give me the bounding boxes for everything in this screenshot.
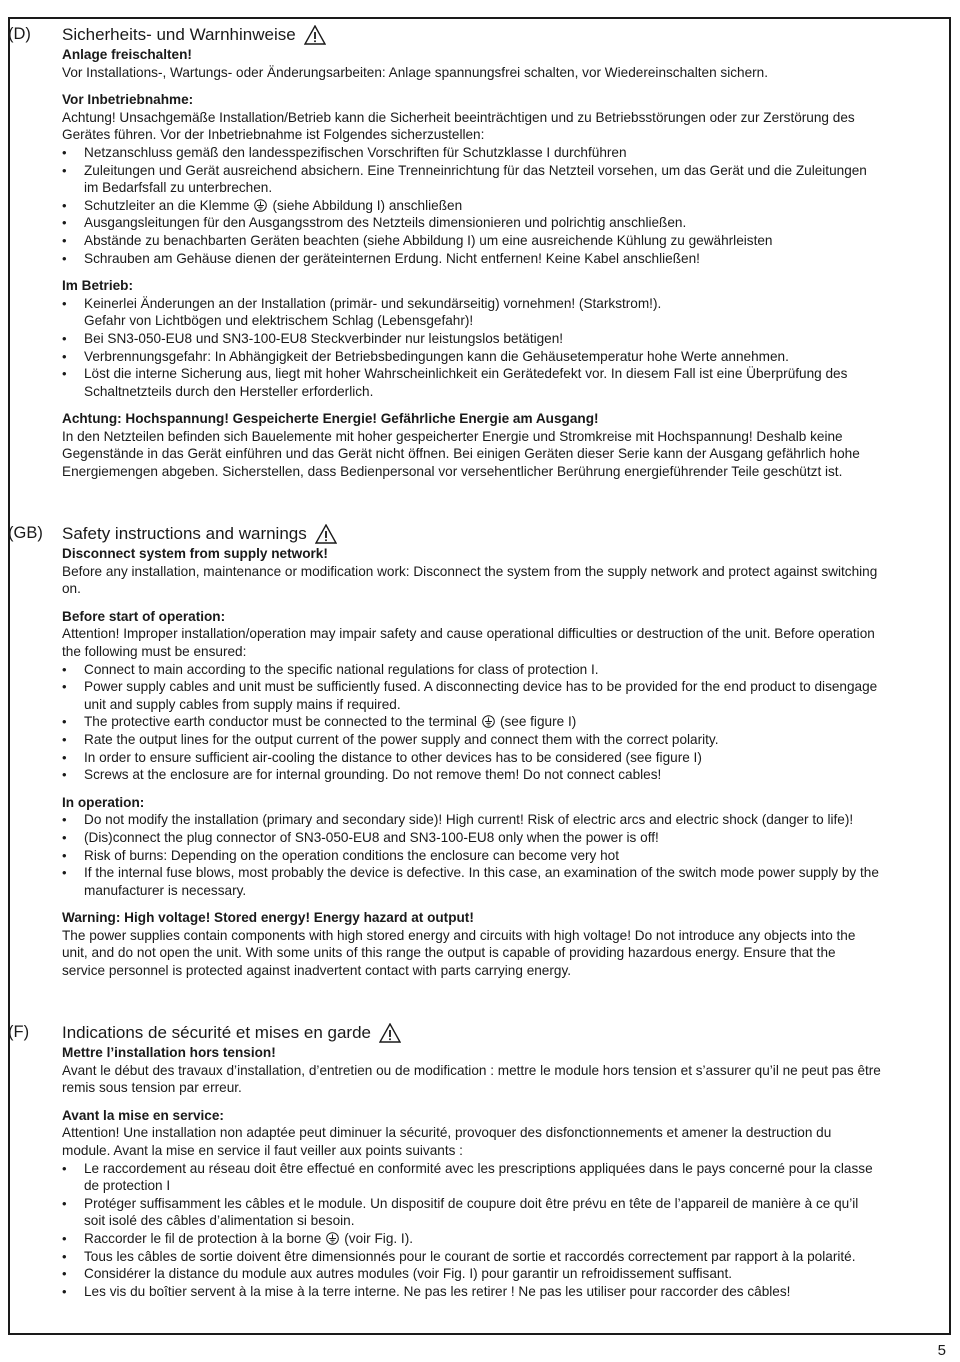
list-item: • Power supply cables and unit must be sufficiently fused. A disconnecting device has to be provided for the end product to disengage unit and supply cables from supply mains if required. xyxy=(62,678,882,713)
operation-heading: Im Betrieb: xyxy=(62,278,134,294)
page-number: 5 xyxy=(937,1342,946,1359)
list-item: • Netzanschluss gemäß den landesspezifischen Vorschriften für Schutzklasse I durchführen xyxy=(62,144,882,162)
list-item: • Connect to main according to the specific national regulations for class of protection I. xyxy=(62,661,882,679)
language-code: (D) xyxy=(8,25,31,43)
before-text: Attention! Improper installation/operation may impair safety and cause operational difficulties or destruction of the unit. Before operation the following must be ensured: xyxy=(62,626,875,659)
before-heading: Before start of operation: xyxy=(62,608,226,624)
list-item xyxy=(62,197,882,215)
disconnect-heading: Mettre l’installation hors tension! xyxy=(62,1045,276,1060)
before-text: Attention! Une installation non adaptée peut diminuer la sécurité, provoquer des disfonctionnements et amener la destruction du module. Avant la mise en service il faut veiller aux points suivants : xyxy=(62,1125,832,1158)
before-list xyxy=(62,144,882,267)
warning-text: In den Netzteilen befinden sich Bauelemente mit hoher gespeicherter Energie und Stromkreise mit Hochspannung! Deshalb keine Gegenstände in das Gerät einführen und das Gerät nicht öffnen. Bei einigen Geräten dieser Serie kann der Ausgang gefährlich hohe Energiemengen abgeben. Sicherstellen, dass Bedienpersonal vor versehentlicher Berührung energieführender Teile geschützt ist. xyxy=(62,428,860,480)
warning-icon xyxy=(304,25,326,45)
disconnect-heading: Anlage freischalten! xyxy=(62,47,192,62)
list-item: • Tous les câbles de sortie doivent être dimensionnés pour le courant de sortie et raccordés correctement par rapport à la polarité. xyxy=(62,1248,882,1266)
list-item: • Löst die interne Sicherung aus, liegt mit hoher Wahrscheinlichkeit ein Gerätedefekt vor. In diesem Fall ist eine Überprüfung des Schaltnetzteils durch den Hersteller erforderlich. xyxy=(62,365,882,400)
section-title-text: Sicherheits- und Warnhinweise xyxy=(62,25,296,44)
list-item: • Rate the output lines for the output current of the power supply and connect them with the correct polarity. xyxy=(62,731,882,749)
before-list xyxy=(62,661,882,784)
list-item: • If the internal fuse blows, most probably the device is defective. In this case, an examination of the switch mode power supply by the manufacturer is necessary. xyxy=(62,864,882,899)
list-item xyxy=(62,1230,882,1248)
operation-list xyxy=(62,295,882,401)
before-list xyxy=(62,1160,882,1301)
list-item-text: (siehe Abbildung I) anschließen xyxy=(272,197,463,213)
earth-ground-icon xyxy=(482,715,495,728)
list-item: • Keinerlei Änderungen an der Installation (primär- und sekundärseitig) vornehmen! (Starkstrom!). xyxy=(62,295,882,313)
section-title xyxy=(62,24,882,45)
list-item: • Screws at the enclosure are for internal grounding. Do not remove them! Do not connect cables! xyxy=(62,766,882,784)
earth-ground-icon xyxy=(326,1232,339,1245)
before-heading: Vor Inbetriebnahme: xyxy=(62,92,194,108)
list-item: • Risk of burns: Depending on the operation conditions the enclosure can become very hot xyxy=(62,847,882,865)
list-item-text: (voir Fig. I). xyxy=(344,1230,414,1246)
section-de xyxy=(8,24,943,481)
disconnect-text: Avant le début des travaux d’installation, d’entretien ou de modification : mettre le module hors tension et s’assurer qu’il ne peut pas être remis sous tension par erreur. xyxy=(62,1062,881,1096)
operation-heading: In operation: xyxy=(62,794,145,810)
list-item: • Abstände zu benachbarten Geräten beachten (siehe Abbildung I) um eine ausreichende Kühlung zu gewährleisten xyxy=(62,232,882,250)
section-gb xyxy=(8,523,943,980)
warning-text: The power supplies contain components with high stored energy and circuits with high voltage! Do not introduce any objects into the unit, and do not open the unit. With some units of this range the output is capable of providing hazardous energy. Ensure that the service personnel is protected against inadvertent contact with parts carrying energy. xyxy=(62,927,856,979)
list-item: • Do not modify the installation (primary and secondary side)! High current! Risk of electric arcs and electric shock (danger to life)! xyxy=(62,811,882,829)
before-text: Achtung! Unsachgemäße Installation/Betrieb kann die Sicherheit beeinträchtigen und zu Betriebsstörungen oder zur Zerstörung des Gerätes führen. Vor der Inbetriebnahme ist Folgendes sicherzustellen: xyxy=(62,109,855,143)
earth-ground-icon xyxy=(254,199,267,212)
warning-heading: Achtung: Hochspannung! Gespeicherte Energie! Gefährliche Energie am Ausgang! xyxy=(62,411,599,427)
list-item-text: (see figure I) xyxy=(499,714,577,730)
list-item: • (Dis)connect the plug connector of SN3-050-EU8 and SN3-100-EU8 only when the power is off! xyxy=(62,829,882,847)
section-fr xyxy=(8,1022,943,1300)
before-heading: Avant la mise en service: xyxy=(62,1107,224,1123)
list-item: • Considérer la distance du module aux autres modules (voir Fig. I) pour garantir un refroidissement suffisant. xyxy=(62,1265,882,1283)
list-item: • Le raccordement au réseau doit être effectué en conformité avec les prescriptions appliquées dans le pays concerné pour la classe de protection I xyxy=(62,1160,882,1195)
list-item xyxy=(62,713,882,731)
disconnect-text: Before any installation, maintenance or modification work: Disconnect the system from the supply network and protect against switching on. xyxy=(62,563,878,597)
warning-heading: Warning: High voltage! Stored energy! Energy hazard at output! xyxy=(62,910,474,926)
warning-icon xyxy=(379,1023,401,1043)
list-item: • Protéger suffisamment les câbles et le module. Un dispositif de coupure doit être prévu en tête de l’appareil de manière à ce qu’il soit isolé des câbles d’alimentation si besoin. xyxy=(62,1195,882,1230)
list-item: • Bei SN3-050-EU8 und SN3-100-EU8 Steckverbinder nur leistungslos betätigen! xyxy=(62,330,882,348)
section-title-text: Indications de sécurité et mises en garde xyxy=(62,1023,372,1042)
section-title-text: Safety instructions and warnings xyxy=(62,524,307,543)
disconnect-heading: Disconnect system from supply network! xyxy=(62,546,328,561)
list-item: • Verbrennungsgefahr: In Abhängigkeit der Betriebsbedingungen kann die Gehäusetemperatur hohe Werte annehmen. xyxy=(62,348,882,366)
section-title xyxy=(62,523,882,544)
list-item: • Schrauben am Gehäuse dienen der geräteinternen Erdung. Nicht entfernen! Keine Kabel anschließen! xyxy=(62,250,882,268)
list-item: • Ausgangsleitungen für den Ausgangsstrom des Netzteils dimensionieren und polrichtig anschließen. xyxy=(62,214,882,232)
list-item: • Zuleitungen und Gerät ausreichend absichern. Eine Trenneinrichtung für das Netzteil vorsehen, um das Gerät und die Zuleitungen im Bedarfsfall zu unterbrechen. xyxy=(62,162,882,197)
warning-icon xyxy=(315,524,337,544)
list-item: • In order to ensure sufficient air-cooling the distance to other devices has to be considered (see figure I) xyxy=(62,749,882,767)
section-title xyxy=(62,1022,882,1043)
list-item: • Les vis du boîtier servent à la mise à la terre interne. Ne pas les retirer ! Ne pas les utiliser pour raccorder des câbles! xyxy=(62,1283,882,1301)
list-item-text: Schutzleiter an die Klemme xyxy=(84,197,250,213)
list-item-continuation: Gefahr von Lichtbögen und elektrischem Schlag (Lebensgefahr)! xyxy=(84,313,474,329)
language-code: (F) xyxy=(8,1023,30,1041)
list-item-text: The protective earth conductor must be connected to the terminal xyxy=(84,714,477,730)
list-item-text: Raccorder le fil de protection à la borne xyxy=(84,1230,322,1246)
language-code: (GB) xyxy=(8,524,43,542)
operation-list xyxy=(62,811,882,899)
disconnect-text: Vor Installations-, Wartungs- oder Änderungsarbeiten: Anlage spannungsfrei schalten, vor Wiedereinschalten sichern. xyxy=(62,64,769,80)
